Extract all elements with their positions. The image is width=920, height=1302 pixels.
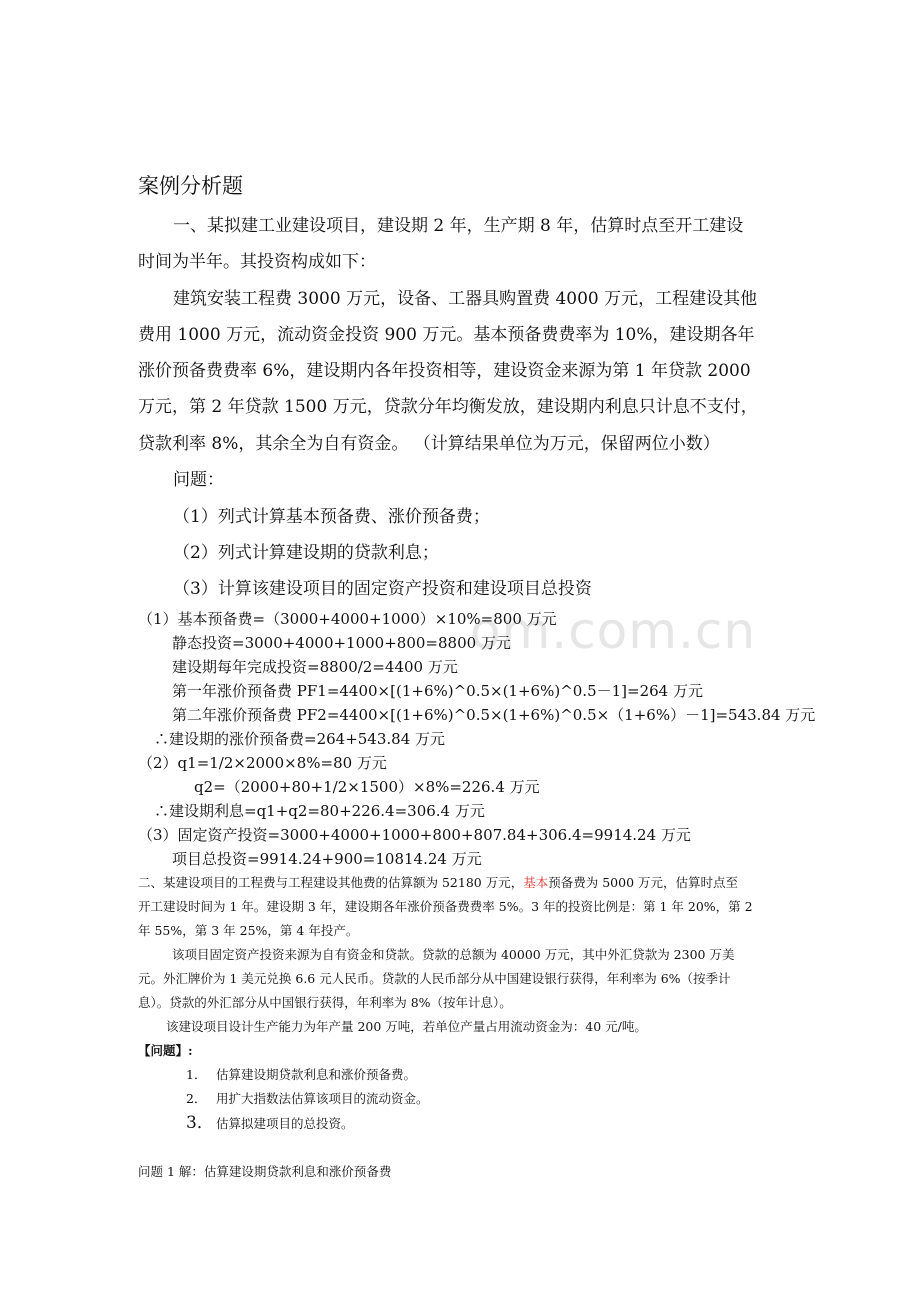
solution-line: ∴建设期利息=q1+q2=80+226.4=306.4 万元 bbox=[154, 802, 485, 820]
page-title: 案例分析题 bbox=[138, 174, 243, 198]
solution-line: ∴建设期的涨价预备费=264+543.84 万元 bbox=[154, 730, 446, 748]
solution-line: （2）q1=1/2×2000×8%=80 万元 bbox=[138, 754, 387, 772]
case2-line: 开工建设时间为 1 年。建设期 3 年，建设期各年涨价预备费费率 5%。3 年的投资比例是：第 1 年 20%，第 2 bbox=[138, 899, 753, 914]
case2-line bbox=[138, 877, 738, 890]
case2-question-label: 【问题】: bbox=[138, 1043, 193, 1058]
case2-line: 息）。贷款的外汇部分从中国银行获得，年利率为 8%（按年计息）。 bbox=[138, 995, 512, 1010]
solution-line: （1）基本预备费=（3000+4000+1000）×10%=800 万元 bbox=[138, 610, 557, 628]
case2-line: 元。外汇牌价为 1 美元兑换 6.6 元人民币。贷款的人民币部分从中国建设银行获得，年利率为 6%（按季计 bbox=[138, 971, 731, 986]
question-number: 1． bbox=[186, 1067, 207, 1082]
case2-text: 二、某建设项目的工程费与工程建设其他费的估算额为 52180 万元， bbox=[138, 875, 524, 890]
case1-line: 贷款利率 8%，其余全为自有资金。 （计算结果单位为万元，保留两位小数） bbox=[138, 434, 720, 454]
case2-text: 预备费为 5000 万元，估算时点至 bbox=[548, 875, 738, 890]
case1-line: 涨价预备费费率 6%，建设期内各年投资相等，建设资金来源为第 1 年贷款 2000 bbox=[138, 361, 751, 381]
solution-line: 项目总投资=9914.24+900=10814.24 万元 bbox=[172, 850, 482, 868]
case2-line: 年 55%，第 3 年 25%，第 4 年投产。 bbox=[138, 923, 359, 938]
question-text: 用扩大指数法估算该项目的流动资金。 bbox=[216, 1091, 429, 1106]
solution-line: 第二年涨价预备费 PF2=4400×[(1+6%)^0.5×(1+6%)^0.5×（1+6%）－1]=543.84 万元 bbox=[172, 706, 816, 724]
case1-question-label: 问题： bbox=[173, 470, 224, 490]
case1-line: 时间为半年。其投资构成如下： bbox=[138, 252, 376, 272]
question-text: 估算建设期贷款利息和涨价预备费。 bbox=[216, 1067, 417, 1082]
case2-question bbox=[186, 1093, 429, 1106]
case2-highlight: 基本 bbox=[523, 875, 549, 890]
case1-line: 建筑安装工程费 3000 万元，设备、工器具购置费 4000 万元，工程建设其他 bbox=[173, 289, 758, 309]
case2-question bbox=[186, 1115, 354, 1132]
solution-line: q2=（2000+80+1/2×1500）×8%=226.4 万元 bbox=[194, 778, 540, 796]
case1-question: （1）列式计算基本预备费、涨价预备费； bbox=[173, 507, 490, 527]
solution-line: （3）固定资产投资=3000+4000+1000+800+807.84+306.4=9914.24 万元 bbox=[138, 826, 691, 844]
solution-line: 建设期每年完成投资=8800/2=4400 万元 bbox=[172, 658, 458, 676]
solution-line: 静态投资=3000+4000+1000+800=8800 万元 bbox=[172, 634, 511, 652]
case1-line: 费用 1000 万元，流动资金投资 900 万元。基本预备费费率为 10%，建设期各年 bbox=[138, 325, 755, 345]
case1-question: （3）计算该建设项目的固定资产投资和建设项目总投资 bbox=[173, 579, 592, 599]
question-number: 3． bbox=[186, 1113, 214, 1133]
question-text: 估算拟建项目的总投资。 bbox=[216, 1116, 354, 1131]
answer-heading: 问题 1 解：估算建设期贷款利息和涨价预备费 bbox=[138, 1164, 392, 1179]
solution-line: 第一年涨价预备费 PF1=4400×[(1+6%)^0.5×(1+6%)^0.5－1]=264 万元 bbox=[172, 682, 703, 700]
case2-question bbox=[186, 1069, 416, 1082]
case1-line: 万元，第 2 年贷款 1500 万元，贷款分年均衡发放，建设期内利息只计息不支付， bbox=[138, 397, 758, 417]
watermark: om.com.cn bbox=[470, 602, 757, 660]
case1-question: （2）列式计算建设期的贷款利息； bbox=[173, 543, 439, 563]
case2-line: 该项目固定资产投资来源为自有资金和贷款。贷款的总额为 40000 万元，其中外汇贷款为 2300 万美 bbox=[172, 947, 735, 962]
question-number: 2． bbox=[186, 1091, 207, 1106]
case2-line: 该建设项目设计生产能力为年产量 200 万吨，若单位产量占用流动资金为：40 元/吨。 bbox=[166, 1019, 647, 1034]
case1-line: 一、某拟建工业建设项目，建设期 2 年，生产期 8 年，估算时点至开工建设 bbox=[173, 216, 744, 236]
